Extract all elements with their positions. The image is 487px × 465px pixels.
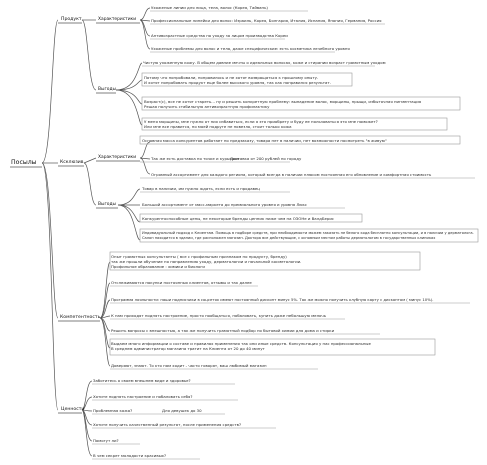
leaf-competence-4: К нам приходят поднять настроение, просто пообщаться, побаловать, купить даже небольшую мелочь (111, 313, 327, 318)
leaf-competence-6b: В среднем администратор магазина тратит на Клиента от 20 до 40 минут (111, 346, 265, 351)
leaf-exclusive-benefit-4a: Индивидуальный подход к Клиентам. Помощь в подборе средств, при необходимости можем заказать не белого кода бесплатно консультации, и в наличии у дерматолога. (142, 231, 474, 235)
leaf-product-benefit-3a: Возраст(с), все не хотят стареть... ну и решить конкретную проблему: выпадение волос, морщины, прыщи, избыточная пигментация (144, 99, 422, 104)
branch-values: Ценности (61, 407, 85, 412)
leaf-exclusive-char-2: Так же есть доставка по точке и курьером (151, 156, 240, 161)
leaf-values-3: Проблемная кожа? (93, 408, 133, 413)
leaf-competence-2: Отслеживаются покупки постоянных клиентов, отзывы и так далее (111, 280, 252, 285)
leaf-exclusive-char-1: Основная масса конкурентов работает по предзаказу, товара нет в наличии, нет возможности посмотреть "в живую" (142, 138, 387, 143)
leaf-exclusive-benefit-1: Товар в наличии, им нужно ждать, если есть и продавец (142, 186, 260, 191)
leaf-exclusive-benefit-2: Большой ассортимент от масс-маркета до премиального уровня и уровня Люкс (142, 202, 308, 207)
branch-exclusive: Ксклюзив (60, 160, 84, 165)
branch-product: Продукт (61, 17, 82, 22)
leaf-values-3b: Для девушек до 30 (162, 408, 202, 413)
leaf-exclusive-char-2b: Доставка от 200 рублей по городу (230, 156, 302, 161)
leaf-values-5: Помогут ли? (93, 438, 119, 443)
leaf-competence-6a: Выдаем много информации о составе и правилах применения так они иные средств. Консультация у нас профессиональные (111, 341, 371, 346)
leaf-product-benefit-2a: Потому что попробовали, понравилось и не хотят возвращаться к прошлому опыту. (144, 75, 319, 80)
leaf-competence-1c: Профильное образование : химики и биологи (111, 264, 205, 269)
leaf-product-benefit-2b: И хотят попробовать продукт еще более высокого уровня, так как понравился результат. (144, 80, 331, 85)
leaf-values-4: Хотите получить качественный результат, после применения средств? (93, 422, 242, 427)
product-characteristics: Характеристики (98, 17, 137, 22)
leaf-exclusive-char-3: Огромный ассортимент для каждого региона, который всегда в наличии плюсом постоянная его обновление и комфортная стоимость (151, 172, 432, 177)
leaf-exclusive-benefit-3: Конкурентоспособные цены, не некоторые бренды ценник ниже чем на ОЗОНе и ВалдБерис (142, 216, 335, 221)
leaf-competence-5: Решить вопросы с внешностью, а так же получить грамотный подбор по бытовой химии для дома и стирки (111, 328, 335, 333)
leaf-values-1: Заботитесь о своем внешнем виде и здоровье? (93, 378, 191, 383)
product-benefits: Выгоды (98, 87, 116, 92)
leaf-product-char-2: Профессиональные линейки для волос: Израиль, Корея, Болгария, Италия, Испания, Япония, Германия, Россия (151, 18, 382, 23)
leaf-competence-3: Программа лояльности: наши подписчики в соцсетях имеют постоянный дисконт минус 5%. Так же можно получить клубную карту с дисконтом ( минус 10%). (111, 297, 434, 302)
leaf-values-2: Хотите поднять настроение и побаловать себя? (93, 394, 193, 399)
leaf-competence-7: Доверяют, знают. То кто нам ходит - часто говорят, ваш любимый магазин (111, 363, 267, 368)
leaf-competence-1b: так же прошли обучение по направлению уходу, дерматологии и начальной косметологии. (111, 259, 302, 264)
leaf-values-6: В чем секрет молодости красивых? (93, 453, 167, 458)
leaf-product-benefit-1: Чистую ухоженную кожу. В общем давние мечты о идеальных волосах, коже и стирании возраст грамотным уходом (143, 60, 386, 65)
exclusive-benefits: Выгоды (98, 202, 116, 207)
leaf-product-benefit-4b: Или мне все нравится, но моей подруге не повезло, стоит только кожа (144, 124, 292, 129)
root-node: Посылы (11, 159, 37, 166)
leaf-product-char-1: Ухоженые линии для лица, тела, волос (Корея, Тайвань) (151, 5, 268, 10)
leaf-product-benefit-4a: У меня морщины, мне нужно от них избавиться, если я это приобрету и буду ее пользоваться это мне поможет? (144, 119, 378, 124)
leaf-product-char-4: Ухоженые проблемы для волос и тела, даже специфические: есть косметика лечебного уровня (151, 46, 350, 51)
exclusive-characteristics: Характеристики (98, 155, 137, 160)
branch-competence: Компетентность (60, 315, 101, 320)
leaf-product-char-3: Антивозрастные средства по уходу за лицом производства Кореи (151, 33, 288, 38)
leaf-product-benefit-3b: Решая получить стабильную антивозрастную профилактику (144, 104, 270, 109)
leaf-competence-1a: Опыт грамотных консультанты ( все с профильным признаком по продукту, бренду) (111, 254, 287, 259)
leaf-exclusive-benefit-4b: Салон находится в здании, где расположен магазин. Доктора все действующие, с основным местом работы дерматологом в государственных клиниках (142, 236, 436, 240)
